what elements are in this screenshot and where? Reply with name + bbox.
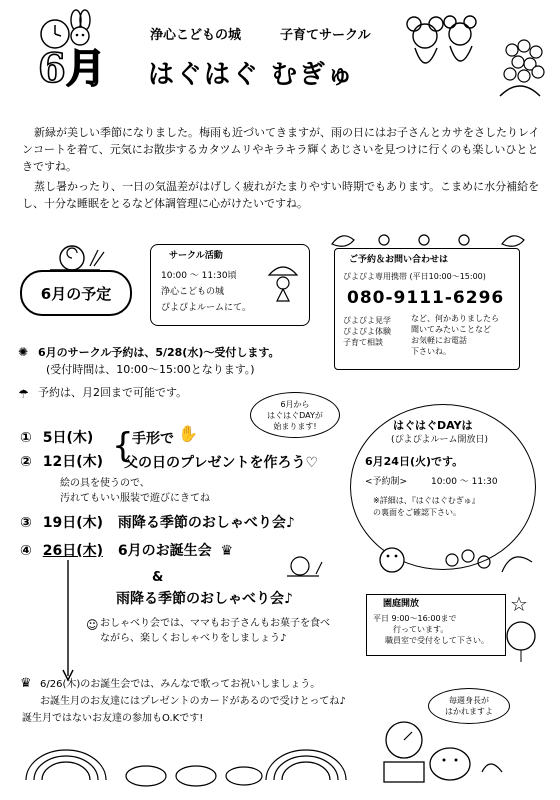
handprint-icon: ✋ [178,424,198,443]
intro-section [22,124,542,212]
contact-note-left-3: 子育て相談 [343,338,383,347]
circle-info-place-1: 浄心こどもの城 [161,287,225,297]
snail-small-illustration [282,550,332,580]
event-4-amp: & [152,570,164,585]
weigh-bubble-line-2: はかれますよ [445,707,493,716]
hagu-day-start-bubble [250,392,340,438]
chat-note-2: ながら、楽しくおしゃべりをしましょう♪ [100,633,287,644]
circle-info-place-2: ぴよぴよルームにて。 [161,303,251,313]
event-2-num: ② [20,454,32,470]
circle-info-box [150,244,310,326]
hagu-day-reserve: <予約制> [365,477,408,487]
month-title: 6月 [38,45,106,92]
contact-note-right-1: など、何かありましたら [411,314,499,323]
garden-line-3: 職員室で受付をして下さい。 [385,636,489,645]
newsletter-title: はぐはぐ むぎゅ [148,60,356,90]
bubble-line-2: はぐはぐDAYが [267,410,323,420]
event-4-num: ④ [20,543,32,559]
contact-line-label: ぴよぴよ専用携帯 [343,272,407,281]
event-4 [20,541,233,561]
birthday-line-2: お誕生月のお友達にはプレゼントのカードがあるので受けとってね♪ [40,696,346,707]
event-3-num: ③ [20,515,32,531]
contact-note-left-2: ぴよぴよ体験 [343,327,391,336]
reservation-line-1: 6月のサークル予約は、5/28(水)～受付します。 [38,346,280,359]
reservation-line-2: (受付時間は、10:00～15:00となります。) [46,363,255,376]
event-4-date: 26日(木) [42,543,104,559]
garden-title: 園庭開放 [383,599,420,609]
hagu-day-time: 10:00 ～ 11:30 [431,477,498,487]
chat-note [100,616,330,646]
intro-paragraph-2: 蒸し暑かったり、一日の気温差がはげしく疲れがたまりやすい時期でもあります。こまめに水分補給をし、十分な睡眠をとるなど体調管理に心がけたいですね。 [22,180,540,210]
birthday-line-1: 6/26(木)のお誕生会では、みんなで歌ってお祝いしましょう。 [40,679,321,690]
event-12-note-1: 絵の具を使うので、 [60,478,150,489]
contact-box [334,248,520,370]
chat-note-1: おしゃべり会では、ママもお子さんもお菓子を食べ [100,618,330,629]
circle-name: 子育てサークル [280,28,371,43]
contact-phone[interactable]: 080-9111-6296 [347,288,505,308]
hagu-day-detail-1: ※詳細は、『はぐはぐむぎゅ』 [373,496,480,505]
bubble-line-3: 始まります! [273,421,317,431]
hagu-day-date: 6月24日(火)です。 [365,455,464,468]
event-2-date: 12日(木) [42,454,104,470]
birthday-section [22,676,346,727]
hagu-day-sub: (ぴよぴよルーム開放日) [391,435,489,445]
schedule-label [20,270,132,316]
contact-hours: (平日10:00～15:00) [409,272,486,281]
contact-note-right-4: 下さいね。 [411,347,451,356]
smile-icon: ☺ [86,618,99,632]
event-3-title: 雨降る季節のおしゃべり会♪ [117,515,295,531]
header [0,0,560,120]
birthday-line-3: 誕生月ではないお友達の参加もO.Kです! [22,713,204,724]
event-12-note [60,476,210,506]
event-brace: { [112,426,134,466]
event-4-title: 6月のお誕生会 [117,543,212,559]
reservation-line-3: 予約は、月2回まで可能です。 [38,386,188,399]
event-3-date: 19日(木) [42,515,104,531]
event-2 [20,452,103,472]
balloon-icon [504,618,538,662]
rain-child-icon [265,259,301,303]
bubble-line-1: 6月から [280,399,310,409]
weigh-bubble-line-1: 毎週身長が [449,696,489,705]
umbrella-icon: ☂ [18,387,29,401]
circle-info-title: サークル活動 [169,251,223,261]
event-1 [20,428,93,448]
crown-icon: ♛ [220,543,234,559]
garden-open-box [366,594,506,656]
sun-icon: ✺ [18,345,29,359]
frog-flowers-illustration [352,532,542,582]
crown-small-icon: ♛ [20,676,32,691]
event-12-title-1: 手形で [132,431,174,447]
intro-paragraph-1: 新緑が美しい季節になりました。梅雨も近づいてきますが、雨の日にはお子さんとカサをさしたりレインコートを着て、元気にお散歩するカタツムリやキラキラ輝くあじさいを見つけに行くのも楽しいひとときですね。 [22,126,540,173]
schedule-label-text: 6月の予定 [40,284,112,303]
birds-flowers-border [324,226,534,252]
org-name: 浄心こどもの城 [150,28,242,43]
mice-hydrangea-illustration [400,6,550,106]
contact-title: ご予約＆お問い合わせは [349,255,449,265]
contact-note-left-1: ぴよぴよ見学 [343,316,391,325]
garden-line-1: 平日 9:00～16:00まで [373,614,457,623]
event-4-title-2: 雨降る季節のおしゃべり会♪ [116,591,293,607]
hagu-day-title: はぐはぐDAYは [393,419,473,432]
contact-note-right-3: お気軽にお電話 [411,336,467,345]
circle-info-time: 10:00 ～ 11:30頃 [161,271,237,281]
event-3 [20,513,295,533]
event-12-note-2: 汚れてもいい服装で遊びにきてね [60,493,210,504]
event-12-title-2: 父の日のプレゼントを作ろう♡ [124,455,318,471]
event-1-date: 5日(木) [42,430,94,446]
contact-note-right-2: 聞いてみたいことなど [411,325,491,334]
star-icon: ☆ [510,592,528,616]
scale-chick-illustration [378,712,508,792]
hagu-day-detail-2: の裏面をご確認下さい。 [373,508,461,517]
arrow-down-icon [62,560,74,682]
rainbow-clouds-border [16,730,366,790]
garden-line-2: 行っています。 [393,625,449,634]
event-1-num: ① [20,430,32,446]
